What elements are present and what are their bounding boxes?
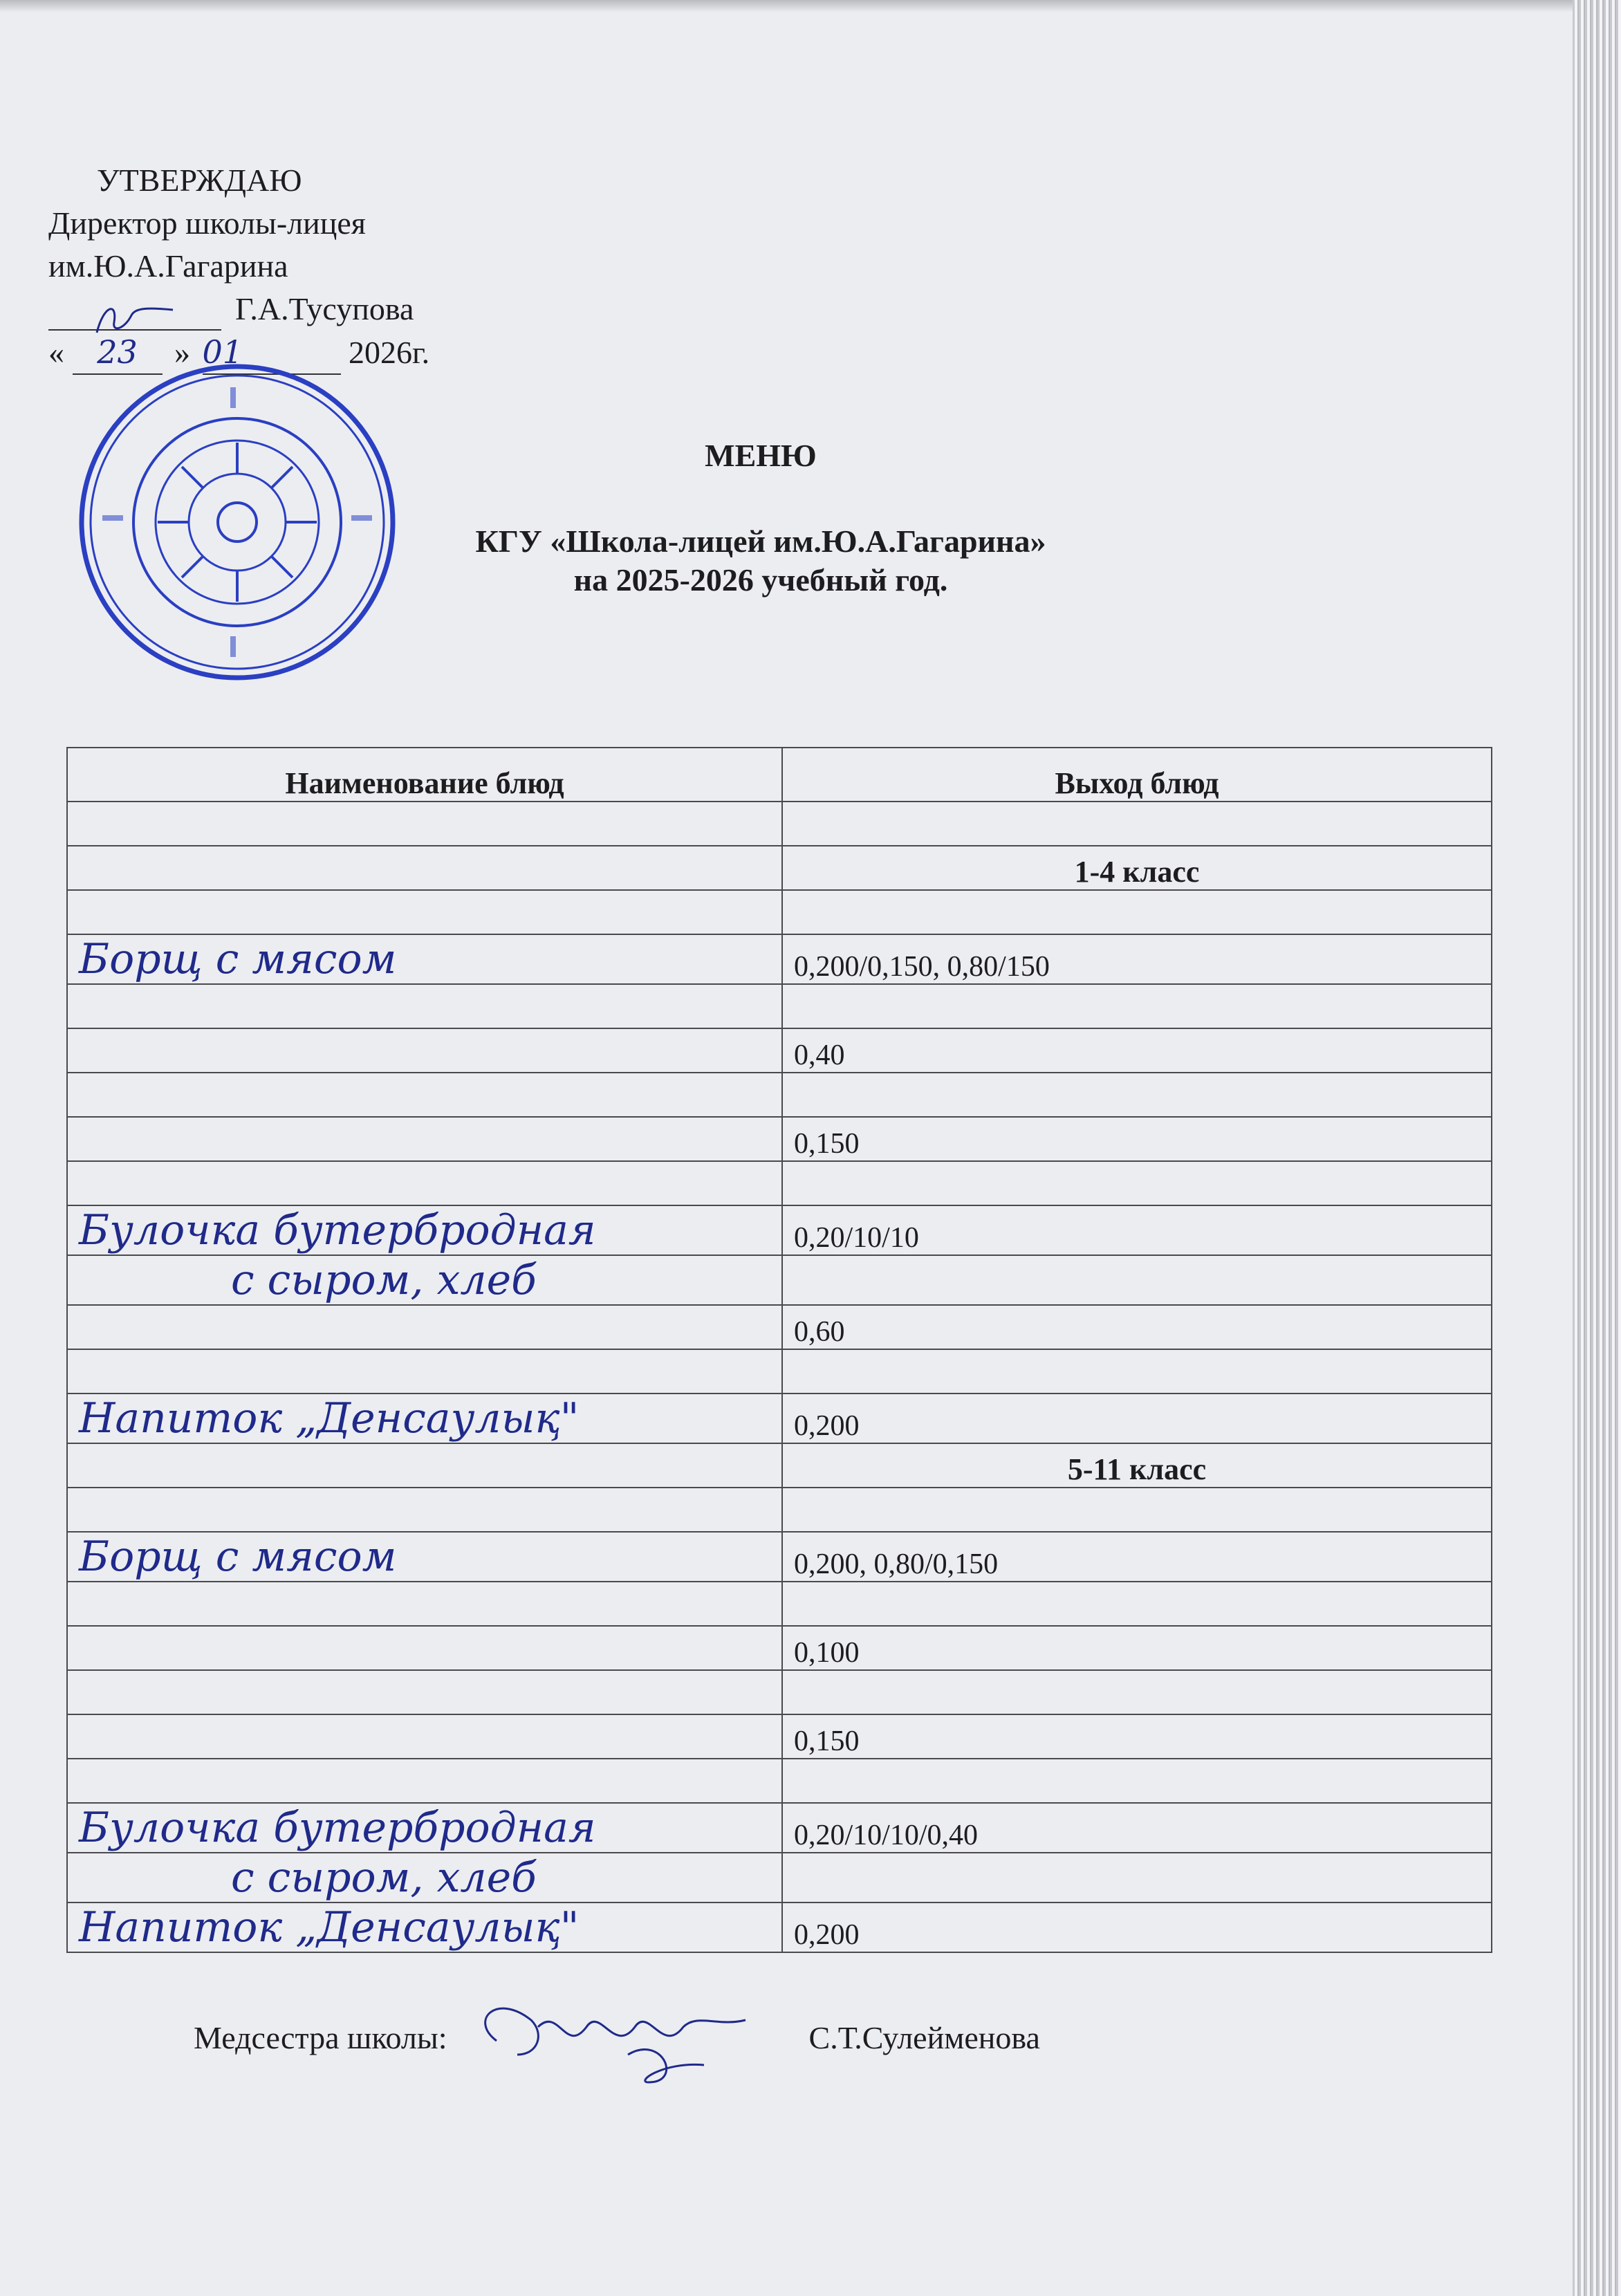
dish-output-cell: 0,20/10/10/0,40 bbox=[782, 1803, 1492, 1853]
dish-output-cell bbox=[782, 1853, 1492, 1902]
dish-output-cell: 0,150 bbox=[782, 1117, 1492, 1161]
table-header-row bbox=[67, 748, 1492, 802]
title-organization: КГУ «Школа-лицей им.Ю.А.Гагарина» bbox=[475, 524, 1046, 559]
table-row bbox=[67, 1443, 1492, 1488]
dish-name-cell bbox=[67, 890, 782, 934]
dish-name: с сыром, хлеб bbox=[231, 1256, 537, 1304]
menu-table bbox=[66, 747, 1492, 1953]
date-quote-close: » bbox=[174, 335, 190, 370]
dish-name-cell bbox=[67, 1582, 782, 1626]
dish-name-cell bbox=[67, 1073, 782, 1117]
table-row bbox=[67, 1255, 1492, 1305]
dish-output-cell: 0,20/10/10 bbox=[782, 1205, 1492, 1255]
menu-table-body bbox=[67, 802, 1492, 1952]
date-day: 23 bbox=[73, 331, 163, 375]
table-row bbox=[67, 1532, 1492, 1582]
table-row bbox=[67, 1759, 1492, 1803]
grade-heading-cell: 5-11 класс bbox=[782, 1443, 1492, 1488]
dish-name-cell bbox=[67, 1161, 782, 1205]
signature-scribble-icon bbox=[455, 1979, 801, 2089]
dish-name-cell bbox=[67, 1670, 782, 1714]
header-dish-name: Наименование блюд bbox=[67, 748, 782, 802]
dish-name-cell bbox=[67, 1349, 782, 1394]
school-seal-icon bbox=[75, 360, 400, 685]
dish-output-cell: 0,200 bbox=[782, 1394, 1492, 1443]
table-row bbox=[67, 846, 1492, 890]
table-row bbox=[67, 1714, 1492, 1759]
table-row bbox=[67, 1073, 1492, 1117]
table-row bbox=[67, 1394, 1492, 1443]
table-row bbox=[67, 1626, 1492, 1670]
dish-name-cell bbox=[67, 1028, 782, 1073]
dish-name-cell bbox=[67, 984, 782, 1028]
table-row bbox=[67, 1488, 1492, 1532]
approval-block bbox=[48, 159, 429, 375]
date-month: 01 bbox=[203, 331, 341, 375]
title-school-year: на 2025-2026 учебный год. bbox=[573, 562, 948, 598]
dish-output-cell bbox=[782, 1759, 1492, 1803]
date-quote-open: « bbox=[48, 335, 64, 370]
table-row bbox=[67, 1670, 1492, 1714]
dish-name-cell bbox=[67, 1803, 782, 1853]
dish-name-cell bbox=[67, 1902, 782, 1952]
approval-position: Директор школы-лицея bbox=[48, 205, 366, 241]
dish-output-cell bbox=[782, 984, 1492, 1028]
dish-output-cell bbox=[782, 1161, 1492, 1205]
dish-output-cell bbox=[782, 1670, 1492, 1714]
dish-name-cell bbox=[67, 1759, 782, 1803]
dish-name-cell bbox=[67, 1305, 782, 1349]
approval-heading: УТВЕРЖДАЮ bbox=[97, 163, 302, 198]
dish-output-cell: 0,200/0,150, 0,80/150 bbox=[782, 934, 1492, 984]
table-row bbox=[67, 984, 1492, 1028]
table-row bbox=[67, 1117, 1492, 1161]
director-name: Г.А.Тусупова bbox=[235, 291, 414, 326]
dish-name-cell bbox=[67, 934, 782, 984]
dish-output-cell: 0,100 bbox=[782, 1626, 1492, 1670]
dish-output-cell: 0,60 bbox=[782, 1305, 1492, 1349]
header-dish-output: Выход блюд bbox=[782, 748, 1492, 802]
dish-output-cell bbox=[782, 1349, 1492, 1394]
dish-name-cell bbox=[67, 1626, 782, 1670]
dish-name-cell bbox=[67, 1853, 782, 1902]
table-row bbox=[67, 890, 1492, 934]
dish-name: Напиток „Денсаулық" bbox=[79, 1903, 580, 1952]
dish-output-cell bbox=[782, 1073, 1492, 1117]
dish-name-cell bbox=[67, 1714, 782, 1759]
dish-output-cell: 0,200 bbox=[782, 1902, 1492, 1952]
dish-output-cell bbox=[782, 802, 1492, 846]
dish-output-cell: 0,200, 0,80/0,150 bbox=[782, 1532, 1492, 1582]
table-row bbox=[67, 934, 1492, 984]
document-title bbox=[415, 437, 1106, 600]
dish-output-cell bbox=[782, 1582, 1492, 1626]
table-row bbox=[67, 1582, 1492, 1626]
table-row bbox=[67, 1803, 1492, 1853]
dish-name-cell bbox=[67, 1117, 782, 1161]
dish-name: Борщ с мясом bbox=[79, 935, 397, 983]
paper-stack-edge bbox=[1573, 0, 1621, 2296]
nurse-role: Медсестра школы: bbox=[194, 2020, 447, 2055]
scan-top-edge bbox=[0, 0, 1584, 12]
table-row bbox=[67, 1205, 1492, 1255]
table-row bbox=[67, 1853, 1492, 1902]
nurse-signature-block bbox=[194, 2019, 1040, 2062]
date-year: 2026г. bbox=[349, 335, 430, 370]
dish-name-cell bbox=[67, 1488, 782, 1532]
dish-name: Булочка бутербродная bbox=[79, 1804, 596, 1852]
table-row bbox=[67, 802, 1492, 846]
table-row bbox=[67, 1349, 1492, 1394]
dish-name-cell bbox=[67, 1205, 782, 1255]
approval-school: им.Ю.А.Гагарина bbox=[48, 248, 288, 284]
grade-heading-cell: 1-4 класс bbox=[782, 846, 1492, 890]
table-row bbox=[67, 1028, 1492, 1073]
dish-name-cell bbox=[67, 802, 782, 846]
table-row bbox=[67, 1902, 1492, 1952]
title-menu: МЕНЮ bbox=[705, 438, 817, 473]
dish-output-cell bbox=[782, 1255, 1492, 1305]
dish-name-cell bbox=[67, 1532, 782, 1582]
table-row bbox=[67, 1161, 1492, 1205]
approval-signature-row bbox=[48, 288, 429, 331]
dish-output-cell: 0,40 bbox=[782, 1028, 1492, 1073]
director-signature bbox=[48, 302, 221, 331]
dish-name: Борщ с мясом bbox=[79, 1533, 397, 1581]
dish-name: с сыром, хлеб bbox=[231, 1853, 537, 1902]
nurse-signature bbox=[455, 2020, 801, 2062]
nurse-name: С.Т.Сулейменова bbox=[808, 2020, 1040, 2055]
dish-output-cell: 0,150 bbox=[782, 1714, 1492, 1759]
dish-output-cell bbox=[782, 890, 1492, 934]
dish-name-cell bbox=[67, 1255, 782, 1305]
dish-name: Напиток „Денсаулық" bbox=[79, 1394, 580, 1443]
table-row bbox=[67, 1305, 1492, 1349]
dish-name-cell bbox=[67, 846, 782, 890]
dish-name: Булочка бутербродная bbox=[79, 1206, 596, 1255]
dish-output-cell bbox=[782, 1488, 1492, 1532]
dish-name-cell bbox=[67, 1443, 782, 1488]
dish-name-cell bbox=[67, 1394, 782, 1443]
